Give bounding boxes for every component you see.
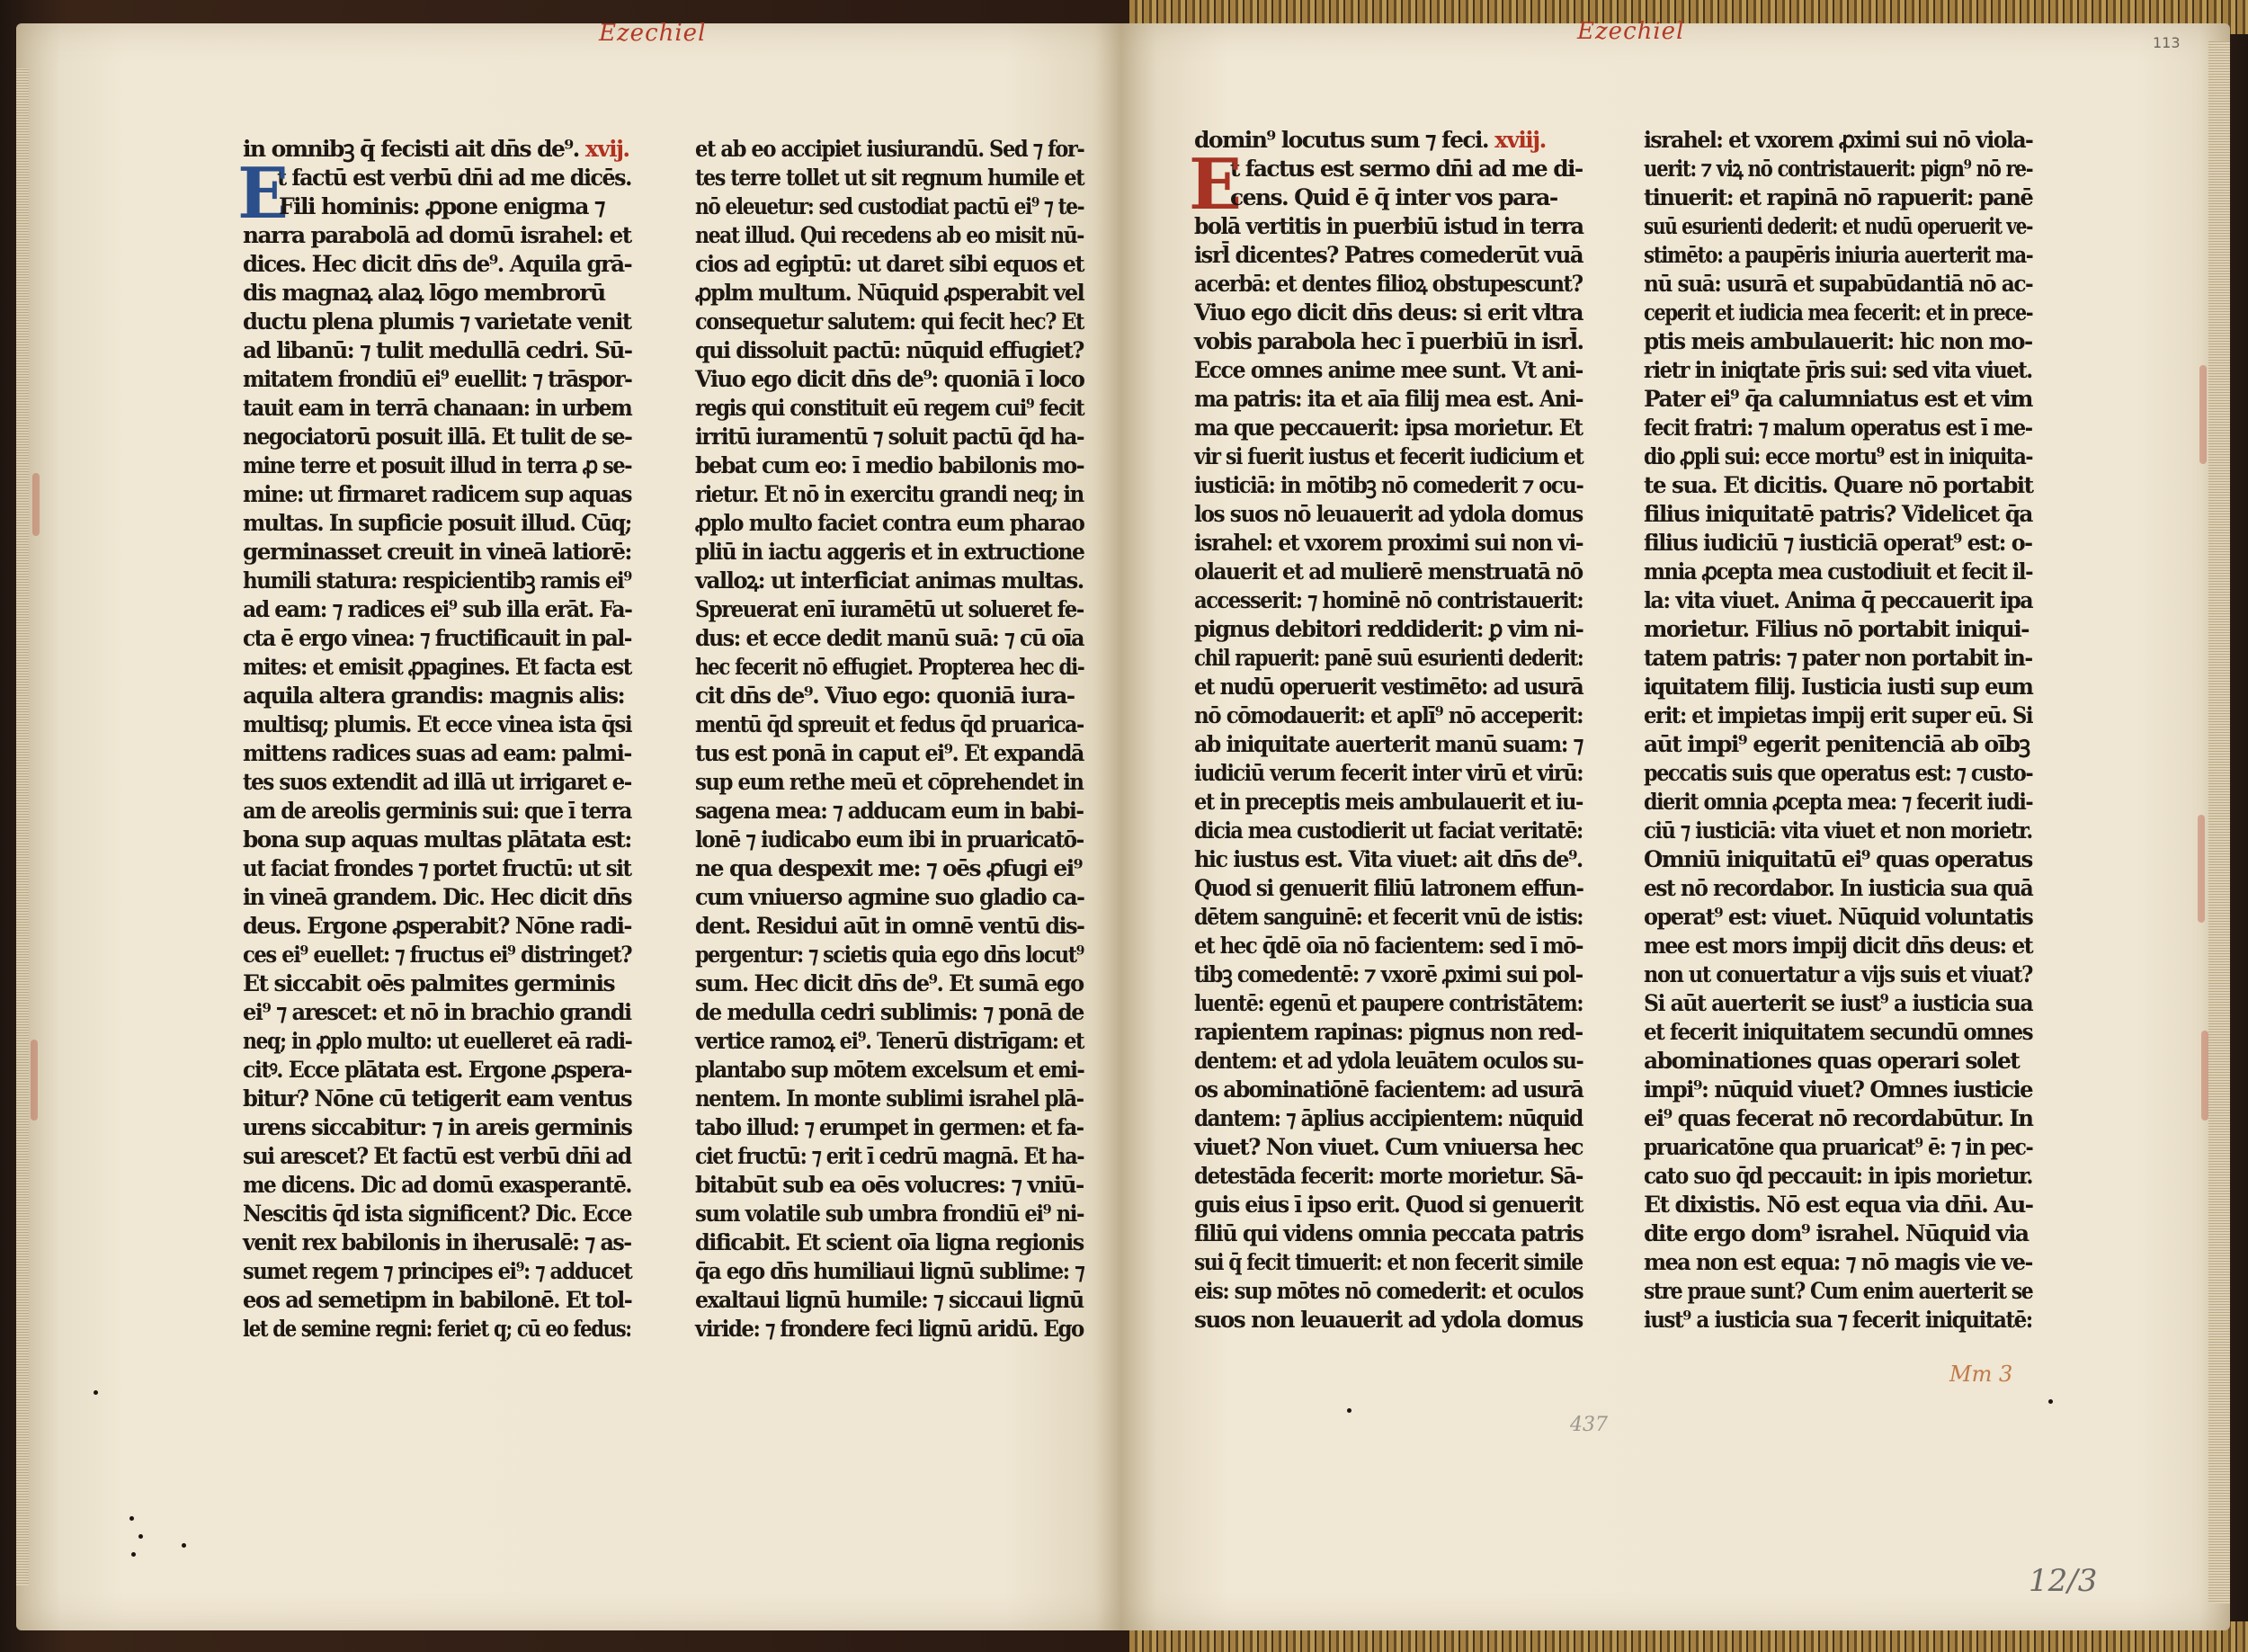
text-line: tauit eam in terrā chanaan: in urbem [243,395,632,421]
text-line: irritū iuramentū ⁊ soluit pactū q̄d ha- [695,424,1084,450]
text-line: hec fecerit nō effugiet. Propterea hec di- [695,654,1084,680]
text-line: ab iniquitate auerterit manū suam: ⁊ [1194,731,1583,757]
text-line: Nescitis q̄d ista significent? Dic. Ecce [243,1201,632,1227]
text-line: olauerit et ad mulierē menstruatā nō [1194,558,1583,585]
pin-hole [129,1516,134,1521]
text-line: hic iustus est. Vita viuet: ait dn̄s de⁹. [1194,846,1583,872]
text-line: te sua. Et dicitis. Quare nō portabit [1644,472,2033,498]
text-line: ciet fructū: ⁊ erit ī cedrū magnā. Et ha- [695,1143,1084,1169]
text-line: dentem: et ad ydola leuātem oculos su- [1194,1048,1583,1074]
text-line: aquila altera grandis: magnis alis: [243,683,625,709]
text-line: filius iniquitatē patris? Videlicet q̄a [1644,501,2032,527]
text-line: nō eleuetur: sed custodiat pactū ei⁹ ⁊ te- [695,193,1084,219]
text-line: consequetur salutem: qui fecit hec? Et [695,308,1084,335]
text-line: narra parabolā ad domū israhel: et [243,222,631,248]
text-line: ad libanū: ⁊ tulit medullā cedri. Sū- [243,337,632,363]
pencil-number: 437 [1570,1414,1608,1436]
text-line: pruaricatōne qua pruaricat⁹ ē: ⁊ in pec- [1644,1134,2033,1160]
text-line: cta ē ergo vinea: ⁊ fructificauit in pal- [243,625,631,651]
pin-hole [94,1390,98,1395]
text-line: sum volatile sub umbra frondiū ei⁹ ni- [695,1201,1084,1227]
text-line: ei⁹ ⁊ arescet: et nō in brachio grandi [243,999,631,1025]
text-line: mites: et emisit ꝓpagines. Et facta est [243,654,631,680]
text-line: cit dn̄s de⁹. Viuo ego: quoniā iura- [695,683,1075,709]
decorated-initial: E [1189,144,1241,226]
text-line: sup eum rethe meū et cōprehendet in [695,769,1084,795]
text-line: dite ergo dom⁹ israhel. Nūquid via [1644,1220,2029,1246]
text-line: sui q̄ fecit timuerit: et non fecerit simile [1194,1249,1583,1275]
text-line: ma patris: ita et aīa filij mea est. Ani- [1194,386,1583,412]
text-line: impi⁹: nūquid viuet? Omnes iusticie [1644,1076,2033,1103]
text-line: ne qua despexit me: ⁊ oēs ꝓfugi ei⁹ [695,855,1082,881]
text-line: viuet? Non viuet. Cum vniuersa hec [1194,1134,1583,1160]
text-line: nentem. In monte sublimi israhel plā- [695,1085,1084,1112]
text-line: tatem patris: ⁊ pater non portabit in- [1644,645,2032,671]
left-page [16,20,1120,1630]
text-line: dificabit. Et scient oīa ligna regionis [695,1229,1084,1255]
text-line: abominationes quas operari solet [1644,1048,2020,1074]
pin-hole [2048,1399,2053,1404]
running-head-right: Ezechiel [1577,18,1685,45]
text-line: viride: ⁊ frondere feci lignū aridū. Ego [695,1316,1084,1342]
text-line: Si aūt auerterit se iust⁹ a iusticia sua [1644,990,2033,1016]
text-line: dus: et ecce dedit manū suā: ⁊ cū oīa [695,625,1084,651]
text-line: rapientem rapinas: pignus non red- [1194,1019,1583,1045]
text-line: tus est ponā in caput ei⁹. Et expandā [695,740,1084,766]
text-line: germinasset creuit in vineā latiorē: [243,539,631,565]
text-line: uerit: ⁊ viꝝ nō contristauerit: pign⁹ nō re- [1644,156,2033,182]
text-line: ma que peccauerit: ipsa morietur. Et [1194,415,1583,441]
text-line: Ecce omnes anime mee sunt. Vt ani- [1194,357,1583,383]
text-line: dio ꝓpli sui: ecce mortu⁹ est in iniquita- [1644,443,2033,469]
text-line: vobis parabola hec ī puerbiū in isrl̄. [1194,328,1583,354]
text-line: mine terre et posuit illud in terra ꝓ se- [243,452,632,478]
text-line: dierit omnia ꝓcepta mea: ⁊ fecerit iudi- [1644,789,2033,815]
text-line: dices. Hec dicit dn̄s de⁹. Aquila grā- [243,251,632,277]
column-3 [1189,126,1583,1335]
text-line: ductu plena plumis ⁊ varietate venit [243,308,631,335]
text-line: ceperit et iudicia mea fecerit: et in prece- [1644,299,2033,326]
text-line: domin⁹ locutus sum ⁊ feci. xviij. [1194,127,1546,153]
text-line: vir si fuerit iustus et fecerit iudicium et [1194,443,1583,469]
text-line: sui arescet? Et factū est verbū dn̄i ad [243,1143,631,1169]
text-line: humili statura: respicientibꝫ ramis ei⁹ [243,567,631,594]
text-line: Fili hominis: ꝓpone enigma ⁊ [279,193,604,219]
column-1 [237,135,632,1344]
text-line: Viuo ego dicit dn̄s deus: si erit vltra [1194,299,1583,326]
text-line: accesserit: ⁊ hominē nō contristauerit: [1194,587,1583,613]
text-line: tibꝫ comedentē: ⁊ vxorē ꝓximi sui pol- [1194,961,1583,987]
right-fore-edge [2208,41,2230,1603]
running-head-left: Ezechiel [599,20,707,47]
text-line: Viuo ego dicit dn̄s de⁹: quoniā ī loco [695,366,1084,392]
text-line: et in preceptis meis ambulauerit et iu- [1194,789,1583,815]
chapter-number: xviij. [1494,127,1546,153]
text-line: am de areolis germinis sui: que ī terra [243,798,631,824]
text-line: suos non leuauerit ad ydola domus [1194,1307,1583,1333]
text-line: filiū qui videns omnia peccata patris [1194,1220,1583,1246]
text-line: venit rex babilonis in iherusalē: ⁊ as- [243,1229,631,1255]
rubric-bleed-mark [31,1040,38,1121]
text-line: Et siccabit oēs palmites germinis [243,970,614,996]
text-line: valloꝝ: ut interficiat animas multas. [695,567,1084,594]
text-line: erit: et impietas impij erit super eū. Si [1644,702,2033,728]
text-line: la: vita viuet. Anima q̄ peccauerit ipa [1644,587,2033,613]
text-line: cios ad egiptū: ut daret sibi equos et [695,251,1084,277]
rubric-bleed-mark [32,473,40,536]
text-line: multisq; plumis. Et ecce vinea ista q̄si [243,711,632,737]
folio-number: 113 [2153,34,2181,51]
column-2 [695,135,1084,1344]
text-line: ut faciat frondes ⁊ portet fructū: ut sit [243,855,631,881]
text-line: mnia ꝓcepta mea custodiuit et fecit il- [1644,558,2033,585]
text-line: dis magnaꝝ alaꝝ lōgo membrorū [243,280,605,306]
text-line: exaltaui lignū humile: ⁊ siccaui lignū [695,1287,1084,1313]
text-line: sagena mea: ⁊ adducam eum in babi- [695,798,1084,824]
text-line: iudiciū verum fecerit inter virū et virū: [1194,760,1583,786]
text-line: tabo illud: ⁊ erumpet in germen: et fa- [695,1114,1084,1140]
text-line: E t factū est verbū dn̄i ad me dicēs. [237,153,631,235]
quire-signature: Mm 3 [1949,1362,2013,1387]
text-line: mittens radices suas ad eam: palmi- [243,740,631,766]
text-line: E t factus est sermo dn̄i ad me di- [1189,144,1583,226]
decorated-initial: E [237,153,288,235]
text-line: et fecerit iniquitatem secundū omnes [1644,1019,2033,1045]
text-line: los suos nō leuauerit ad ydola domus [1194,501,1583,527]
text-line: stre praue sunt? Cum enim auerterit se [1644,1278,2033,1304]
text-line: lonē ⁊ iudicabo eum ibi in pruaricatō- [695,826,1084,853]
text-line: dicia mea custodierit ut faciat veritatē: [1194,817,1583,844]
text-line: ei⁹ quas fecerat nō recordabūtur. In [1644,1105,2033,1131]
text-line: luentē: egenū et paupere contristātem: [1194,990,1583,1016]
right-page [1120,18,2230,1630]
text-line: ad eam: ⁊ radices ei⁹ sub illa erāt. Fa- [243,596,632,622]
column-4 [1644,126,2032,1335]
text-line: me dicens. Dic ad domū exasperantē. [243,1172,631,1198]
text-line: mitatem frondiū ei⁹ euellit: ⁊ trāspor- [243,366,632,392]
text-line: guis eius ī ipso erit. Quod si genuerit [1194,1192,1583,1218]
text-line: rietr in iniqtate p̄ris sui: sed vita viuet. [1644,357,2032,383]
text-line: tes terre tollet ut sit regnum humile et [695,165,1084,191]
text-line: nō cōmodauerit: et aplī⁹ nō acceperit: [1194,702,1583,728]
text-line: Quod si genuerit filiū latronem effun- [1194,875,1583,901]
text-line: filius iudiciū ⁊ iusticiā operat⁹ est: o- [1644,530,2032,556]
text-line: israhel: et vxorem ꝓximi sui nō viola- [1644,127,2033,153]
text-line: et nudū operuerit vestimēto: ad usurā [1194,674,1583,700]
text-line: regis qui constituit eū regem cui⁹ fecit [695,395,1084,421]
text-line: negociatorū posuit illā. Et tulit de se- [243,424,632,450]
text-line: vertice ramoꝝ ei⁹. Tenerū distrīgam: et [695,1028,1084,1054]
text-line: mentū q̄d spreuit et fedus q̄d pruarica- [695,711,1084,737]
text-line: pergentur: ⁊ scietis quia ego dn̄s locut⁹ [695,942,1084,968]
chapter-number: xvij. [584,136,629,162]
text-line: in omnibꝫ q̄ fecisti ait dn̄s de⁹. xvij. [243,136,629,162]
text-line: detestāda fecerit: morte morietur. Sā- [1194,1163,1583,1189]
text-line: ptis meis ambulauerit: hic non mo- [1644,328,2032,354]
text-line: iusticiā: in mōtibꝫ nō comederit ⁊ ocu- [1194,472,1583,498]
text-line: qui dissoluit pactū: nūquid effugiet? [695,337,1084,363]
text-line: ꝓplo multo faciet contra eum pharao [695,510,1084,536]
left-fore-edge [16,68,29,1585]
text-line: eos ad semetipm in babilonē. Et tol- [243,1287,632,1313]
text-line: plantabo sup mōtem excelsum et emi- [695,1057,1084,1083]
text-line: de medulla cedri sublimis: ⁊ ponā de [695,999,1084,1025]
text-line: iust⁹ a iusticia sua ⁊ fecerit iniquitatē: [1644,1307,2032,1333]
text-line: stimēto: a paupēris iniuria auerterit ma- [1644,242,2033,268]
text-line: mine: ut firmaret radicem sup aquas [243,481,631,507]
text-line: let de semine regni: feriet q; cū eo fedus: [243,1316,631,1342]
text-line: tinuerit: et rapinā nō rapuerit: panē [1644,184,2033,210]
text-line: bolā vertitis in puerbiū istud in terra [1194,213,1583,239]
text-line: citꝰ. Ecce plātata est. Ergone ꝓspera- [243,1057,632,1083]
text-line: urens siccabitur: ⁊ in areis germinis [243,1114,632,1140]
text-line: eis: sup mōtes nō comederit: et oculos [1194,1278,1583,1304]
text-line: cens. Quid ē q̄ inter vos para- [1230,184,1557,210]
text-line: mee est mors impij dicit dn̄s deus: et [1644,933,2033,959]
pin-hole [131,1552,136,1557]
text-line: Spreuerat enī iuramētū ut solueret fe- [695,596,1084,622]
text-line: acerbā: et dentes filioꝝ obstupescunt? [1194,271,1583,297]
text-line: est nō recordabor. In iusticia sua quā [1644,875,2033,901]
text-line: operat⁹ est: viuet. Nūquid voluntatis [1644,904,2033,930]
text-line: fecit fratri: ⁊ malum operatus est ī me- [1644,415,2032,441]
text-line: tes suos extendit ad illā ut irrigaret e- [243,769,631,795]
text-line: ciū ⁊ iusticiā: vita viuet et non morietr. [1644,817,2032,844]
text-line: cum vniuerso agmine suo gladio ca- [695,884,1084,910]
text-line: morietur. Filius nō portabit iniqui- [1644,616,2029,642]
text-line: suū esurienti dederit: et nudū operuerit ve- [1644,213,2033,239]
text-line: mea non est equa: ⁊ nō magis vie ve- [1644,1249,2032,1275]
text-line: bitabūt sub ea oēs volucres: ⁊ vniū- [695,1172,1084,1198]
rubric-bleed-mark [2199,365,2207,464]
pin-hole [182,1543,186,1548]
text-line: pliū in iactu aggeris et in extructione [695,539,1084,565]
text-line: q̄a ego dn̄s humiliaui lignū sublime: ⁊ [695,1258,1084,1284]
text-line: multas. In supficie posuit illud. Cūq; [243,510,631,536]
text-line: et ab eo accipiet iusiurandū. Sed ⁊ for- [695,136,1084,162]
text-line: sumet regem ⁊ principes ei⁹: ⁊ adducet [243,1258,632,1284]
text-line: non ut conuertatur a vijs suis et viuat? [1644,961,2032,987]
text-line: Pater ei⁹ q̄a calumniatus est et vim [1644,386,2032,412]
rubric-bleed-mark [2201,1031,2208,1121]
text-line: ꝓplm multum. Nūquid ꝓsperabit vel [695,280,1084,306]
text-line: pignus debitori reddiderit: ꝑ vim ni- [1194,616,1583,642]
text-line: Et dixistis. Nō est equa via dn̄i. Au- [1644,1192,2033,1218]
text-line: peccatis suis que operatus est: ⁊ custo- [1644,760,2033,786]
text-line: neat illud. Qui recedens ab eo misit nū- [695,222,1084,248]
text-line: iquitatem filij. Iusticia iusti sup eum [1644,674,2033,700]
pin-hole [1347,1408,1351,1413]
text-line: nū suā: usurā et supabūdantiā nō ac- [1644,271,2033,297]
text-line: bebat cum eo: ī medio babilonis mo- [695,452,1084,478]
text-line: bitur? Nōne cū tetigerit eam ventus [243,1085,632,1112]
pencil-folio: 12/3 [2029,1563,2098,1599]
text-line: ces ei⁹ euellet: ⁊ fructus ei⁹ distringet? [243,942,632,968]
text-line: in vineā grandem. Dic. Hec dicit dn̄s [243,884,631,910]
text-line: dent. Residui aūt in omnē ventū dis- [695,913,1084,939]
text-line: Omniū iniquitatū ei⁹ quas operatus [1644,846,2032,872]
text-line: aūt impi⁹ egerit penitenciā ab oībꝫ [1644,731,2029,757]
text-line: bona sup aquas multas plātata est: [243,826,631,853]
text-line: rietur. Et nō in exercitu grandi neq; in [695,481,1084,507]
text-line: neq; in ꝓplo multo: ut euelleret eā radi- [243,1028,632,1054]
text-line: deus. Ergone ꝓsperabit? Nōne radi- [243,913,631,939]
text-line: dantem: ⁊ āplius accipientem: nūquid [1194,1105,1583,1131]
text-line: os abominatiōnē facientem: ad usurā [1194,1076,1583,1103]
pin-hole [138,1534,143,1539]
text-line: dētem sanguinē: et fecerit vnū de istis: [1194,904,1583,930]
text-line: isrl̄ dicentes? Patres comederūt vuā [1194,242,1583,268]
text-line: et hec q̄dē oīa nō facientem: sed ī mō- [1194,933,1583,959]
text-line: chil rapuerit: panē suū esurienti dederit: [1194,645,1583,671]
rubric-bleed-mark [2198,815,2205,923]
text-line: israhel: et vxorem proximi sui non vi- [1194,530,1583,556]
text-line: cato suo q̄d peccauit: in ipis morietur. [1644,1163,2033,1189]
text-line: sum. Hec dicit dn̄s de⁹. Et sumā ego [695,970,1084,996]
